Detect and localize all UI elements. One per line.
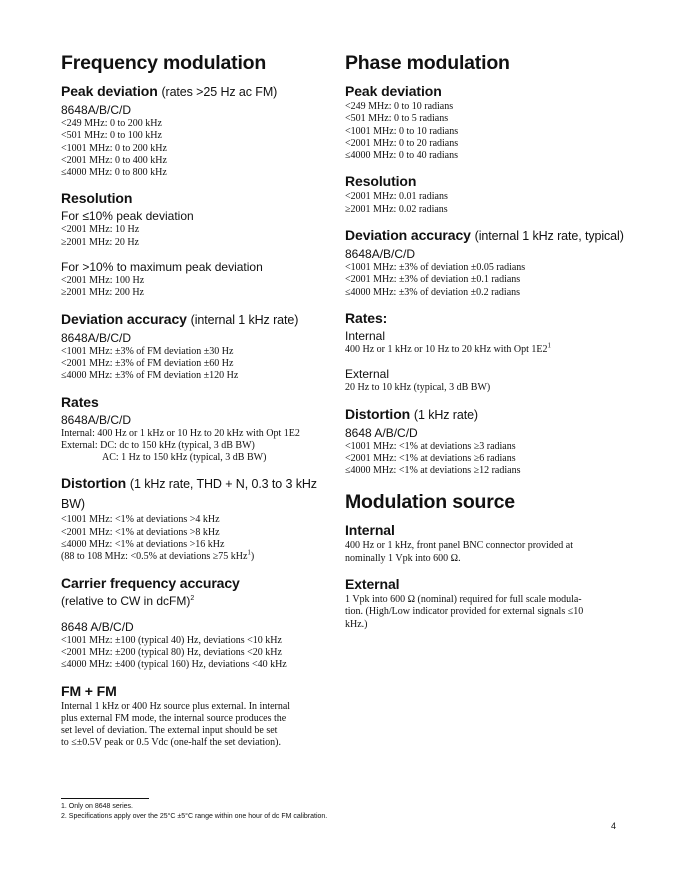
spec-line: <2001 MHz: <1% at deviations >8 kHz bbox=[61, 526, 220, 538]
section-title-phase-modulation: Phase modulation bbox=[345, 52, 510, 74]
spec-line: 1 Vpk into 600 Ω (nominal) required for full scale modula- bbox=[345, 594, 582, 606]
spec-line: <2001 MHz: 0 to 20 radians bbox=[345, 137, 459, 149]
section-title-modulation-source: Modulation source bbox=[345, 491, 515, 514]
resolution-subheading: For ≤10% peak deviation bbox=[61, 209, 194, 224]
carrier-accuracy-subheading: (relative to CW in dcFM)$^2$ bbox=[61, 593, 195, 608]
spec-line: ≤4000 MHz: 0 to 800 kHz bbox=[61, 167, 167, 179]
spec-line: <2001 MHz: <1% at deviations ≥6 radians bbox=[345, 452, 516, 464]
fm-peak-deviation-heading: Peak deviation bbox=[61, 83, 158, 99]
model-label: 8648A/B/C/D bbox=[345, 247, 416, 262]
spec-line: ≥2001 MHz: 20 Hz bbox=[61, 236, 139, 248]
modsource-external bbox=[345, 575, 635, 631]
footnotes bbox=[61, 798, 361, 822]
fm-carrier-accuracy bbox=[61, 574, 331, 672]
rates-subheading: Internal bbox=[345, 328, 386, 343]
fm-peak-deviation-qualifier: (rates >25 Hz ac FM) bbox=[161, 85, 278, 99]
page-number: 4 bbox=[611, 821, 617, 831]
modsource-external-heading: External bbox=[345, 576, 400, 593]
spec-line: kHz.) bbox=[345, 618, 368, 630]
pm-deviation-accuracy bbox=[345, 226, 635, 299]
fm-rates bbox=[61, 393, 331, 465]
spec-line: Internal 1 kHz or 400 Hz source plus external. In internal bbox=[61, 700, 291, 712]
model-label: 8648 A/B/C/D bbox=[345, 425, 418, 440]
fm-deviation-accuracy bbox=[61, 310, 331, 383]
left-column bbox=[61, 50, 331, 760]
pm-deviation-accuracy-qualifier: (internal 1 kHz rate, typical) bbox=[474, 229, 624, 244]
spec-line: <1001 MHz: <1% at deviations >4 kHz bbox=[61, 514, 220, 526]
spec-line: ≤4000 MHz: <1% at deviations ≥12 radians bbox=[345, 465, 521, 477]
footnote-ref: 1 bbox=[547, 341, 551, 350]
pm-deviation-accuracy-heading: Deviation accuracy bbox=[345, 227, 471, 244]
spec-line: <1001 MHz: <1% at deviations ≥3 radians bbox=[345, 440, 516, 452]
fm-resolution bbox=[61, 189, 331, 299]
model-label: 8648A/B/C/D bbox=[61, 103, 132, 117]
footnote-rule bbox=[61, 798, 149, 799]
spec-line: <1001 MHz: 0 to 200 kHz bbox=[61, 142, 167, 154]
fm-distortion bbox=[61, 474, 331, 563]
spec-line: AC: 1 Hz to 150 kHz (typical, 3 dB BW) bbox=[102, 452, 267, 464]
spec-line: <1001 MHz: 0 to 10 radians bbox=[345, 125, 459, 137]
fm-deviation-accuracy-heading: Deviation accuracy bbox=[61, 310, 187, 327]
pm-distortion-heading: Distortion bbox=[345, 405, 411, 422]
spec-line: ≥2001 MHz: 0.02 radians bbox=[345, 203, 448, 215]
spec-line: <2001 MHz: 0.01 radians bbox=[345, 191, 448, 203]
rates-subheading: External bbox=[345, 367, 390, 382]
spec-line: tion. (High/Low indicator provided for external signals ≤10 bbox=[345, 606, 584, 618]
spec-line: ≤4000 MHz: ±3% of deviation ±0.2 radians bbox=[345, 286, 521, 298]
right-column bbox=[345, 50, 635, 641]
fm-rates-heading: Rates bbox=[61, 393, 99, 410]
spec-line: <2001 MHz: ±3% of FM deviation ±60 Hz bbox=[61, 357, 234, 369]
footnote-ref: 1 bbox=[247, 549, 251, 558]
fm-plus-fm-heading: FM + FM bbox=[61, 682, 117, 699]
fm-peak-deviation bbox=[61, 82, 331, 179]
pm-rates-heading: Rates: bbox=[345, 309, 388, 326]
spec-line: ≤4000 MHz: ±400 (typical 160) Hz, deviations <40 kHz bbox=[61, 659, 287, 671]
spec-line: 400 Hz or 1 kHz, front panel BNC connector provided at bbox=[345, 540, 573, 552]
resolution-subheading: For >10% to maximum peak deviation bbox=[61, 260, 263, 275]
model-label: 8648 A/B/C/D bbox=[61, 619, 134, 634]
fm-resolution-heading: Resolution bbox=[61, 190, 133, 207]
modsource-internal bbox=[345, 521, 635, 565]
footnote-1: 1. Only on 8648 series. bbox=[61, 803, 133, 810]
fm-carrier-accuracy-heading: Carrier frequency accuracy bbox=[61, 574, 240, 591]
fm-distortion-qualifier: (1 kHz rate, THD + N, 0.3 to 3 kHz BW) bbox=[61, 477, 317, 512]
spec-line: ≤4000 MHz: ±3% of FM deviation ±120 Hz bbox=[61, 370, 239, 382]
pm-resolution bbox=[345, 172, 635, 216]
spec-line: <2001 MHz: 10 Hz bbox=[61, 224, 140, 236]
spec-line: set level of deviation. The external input should be set bbox=[61, 725, 278, 737]
spec-line: ≥2001 MHz: 200 Hz bbox=[61, 287, 144, 299]
spec-line: <2001 MHz: 0 to 400 kHz bbox=[61, 154, 167, 166]
spec-line: plus external FM mode, the internal source produces the bbox=[61, 712, 287, 724]
spec-note: (88 to 108 MHz: <0.5% at deviations ≥75 kHz$^1$) bbox=[61, 549, 255, 563]
modsource-internal-heading: Internal bbox=[345, 522, 395, 539]
spec-line: ≤4000 MHz: 0 to 40 radians bbox=[345, 150, 458, 162]
pm-distortion-qualifier: (1 kHz rate) bbox=[413, 407, 478, 422]
spec-line: <2001 MHz: ±3% of deviation ±0.1 radians bbox=[345, 274, 521, 286]
pm-rates bbox=[345, 309, 635, 395]
spec-line: 400 Hz or 1 kHz or 10 Hz to 20 kHz with Opt $1E2^1$ bbox=[345, 341, 551, 355]
pm-peak-deviation-heading: Peak deviation bbox=[345, 83, 442, 99]
pm-distortion bbox=[345, 405, 635, 478]
spec-line: ≤4000 MHz: <1% at deviations >16 kHz bbox=[61, 539, 225, 551]
spec-line: to ≤±0.5V peak or 0.5 Vdc (one-half the set deviation). bbox=[61, 737, 281, 749]
spec-line: <1001 MHz: ±100 (typical 40) Hz, deviations <10 kHz bbox=[61, 634, 282, 646]
spec-line: <2001 MHz: ±200 (typical 80) Hz, deviations <20 kHz bbox=[61, 646, 282, 658]
pm-peak-deviation bbox=[345, 82, 635, 162]
spec-line: <2001 MHz: 100 Hz bbox=[61, 275, 145, 287]
footnote-2: 2. Specifications apply over the 25°C ±5°C range within one hour of dc FM calibration. bbox=[61, 813, 328, 820]
fm-distortion-heading: Distortion bbox=[61, 475, 127, 492]
spec-line: <249 MHz: 0 to 10 radians bbox=[345, 101, 454, 112]
spec-line: nominally 1 Vpk into 600 Ω. bbox=[345, 552, 461, 564]
spec-line: <1001 MHz: ±3% of deviation ±0.05 radians bbox=[345, 262, 526, 274]
fm-plus-fm bbox=[61, 682, 331, 750]
spec-line: <249 MHz: 0 to 200 kHz bbox=[61, 118, 162, 129]
fm-deviation-accuracy-qualifier: (internal 1 kHz rate) bbox=[190, 312, 299, 327]
spec-line: <1001 MHz: ±3% of FM deviation ±30 Hz bbox=[61, 345, 234, 357]
spec-line: Internal: 400 Hz or 1 kHz or 10 Hz to 20 kHz with Opt 1E2 bbox=[61, 427, 300, 439]
spec-line: <501 MHz: 0 to 100 kHz bbox=[61, 130, 162, 142]
spec-line: 20 Hz to 10 kHz (typical, 3 dB BW) bbox=[345, 382, 491, 394]
model-label: 8648A/B/C/D bbox=[61, 412, 132, 427]
footnote-ref: 2 bbox=[190, 594, 195, 602]
spec-line: External: DC: dc to 150 kHz (typical, 3 dB BW) bbox=[61, 439, 255, 451]
pm-resolution-heading: Resolution bbox=[345, 173, 417, 190]
model-label: 8648A/B/C/D bbox=[61, 330, 132, 345]
section-title-frequency-modulation: Frequency modulation bbox=[61, 52, 267, 74]
spec-line: <501 MHz: 0 to 5 radians bbox=[345, 113, 449, 125]
